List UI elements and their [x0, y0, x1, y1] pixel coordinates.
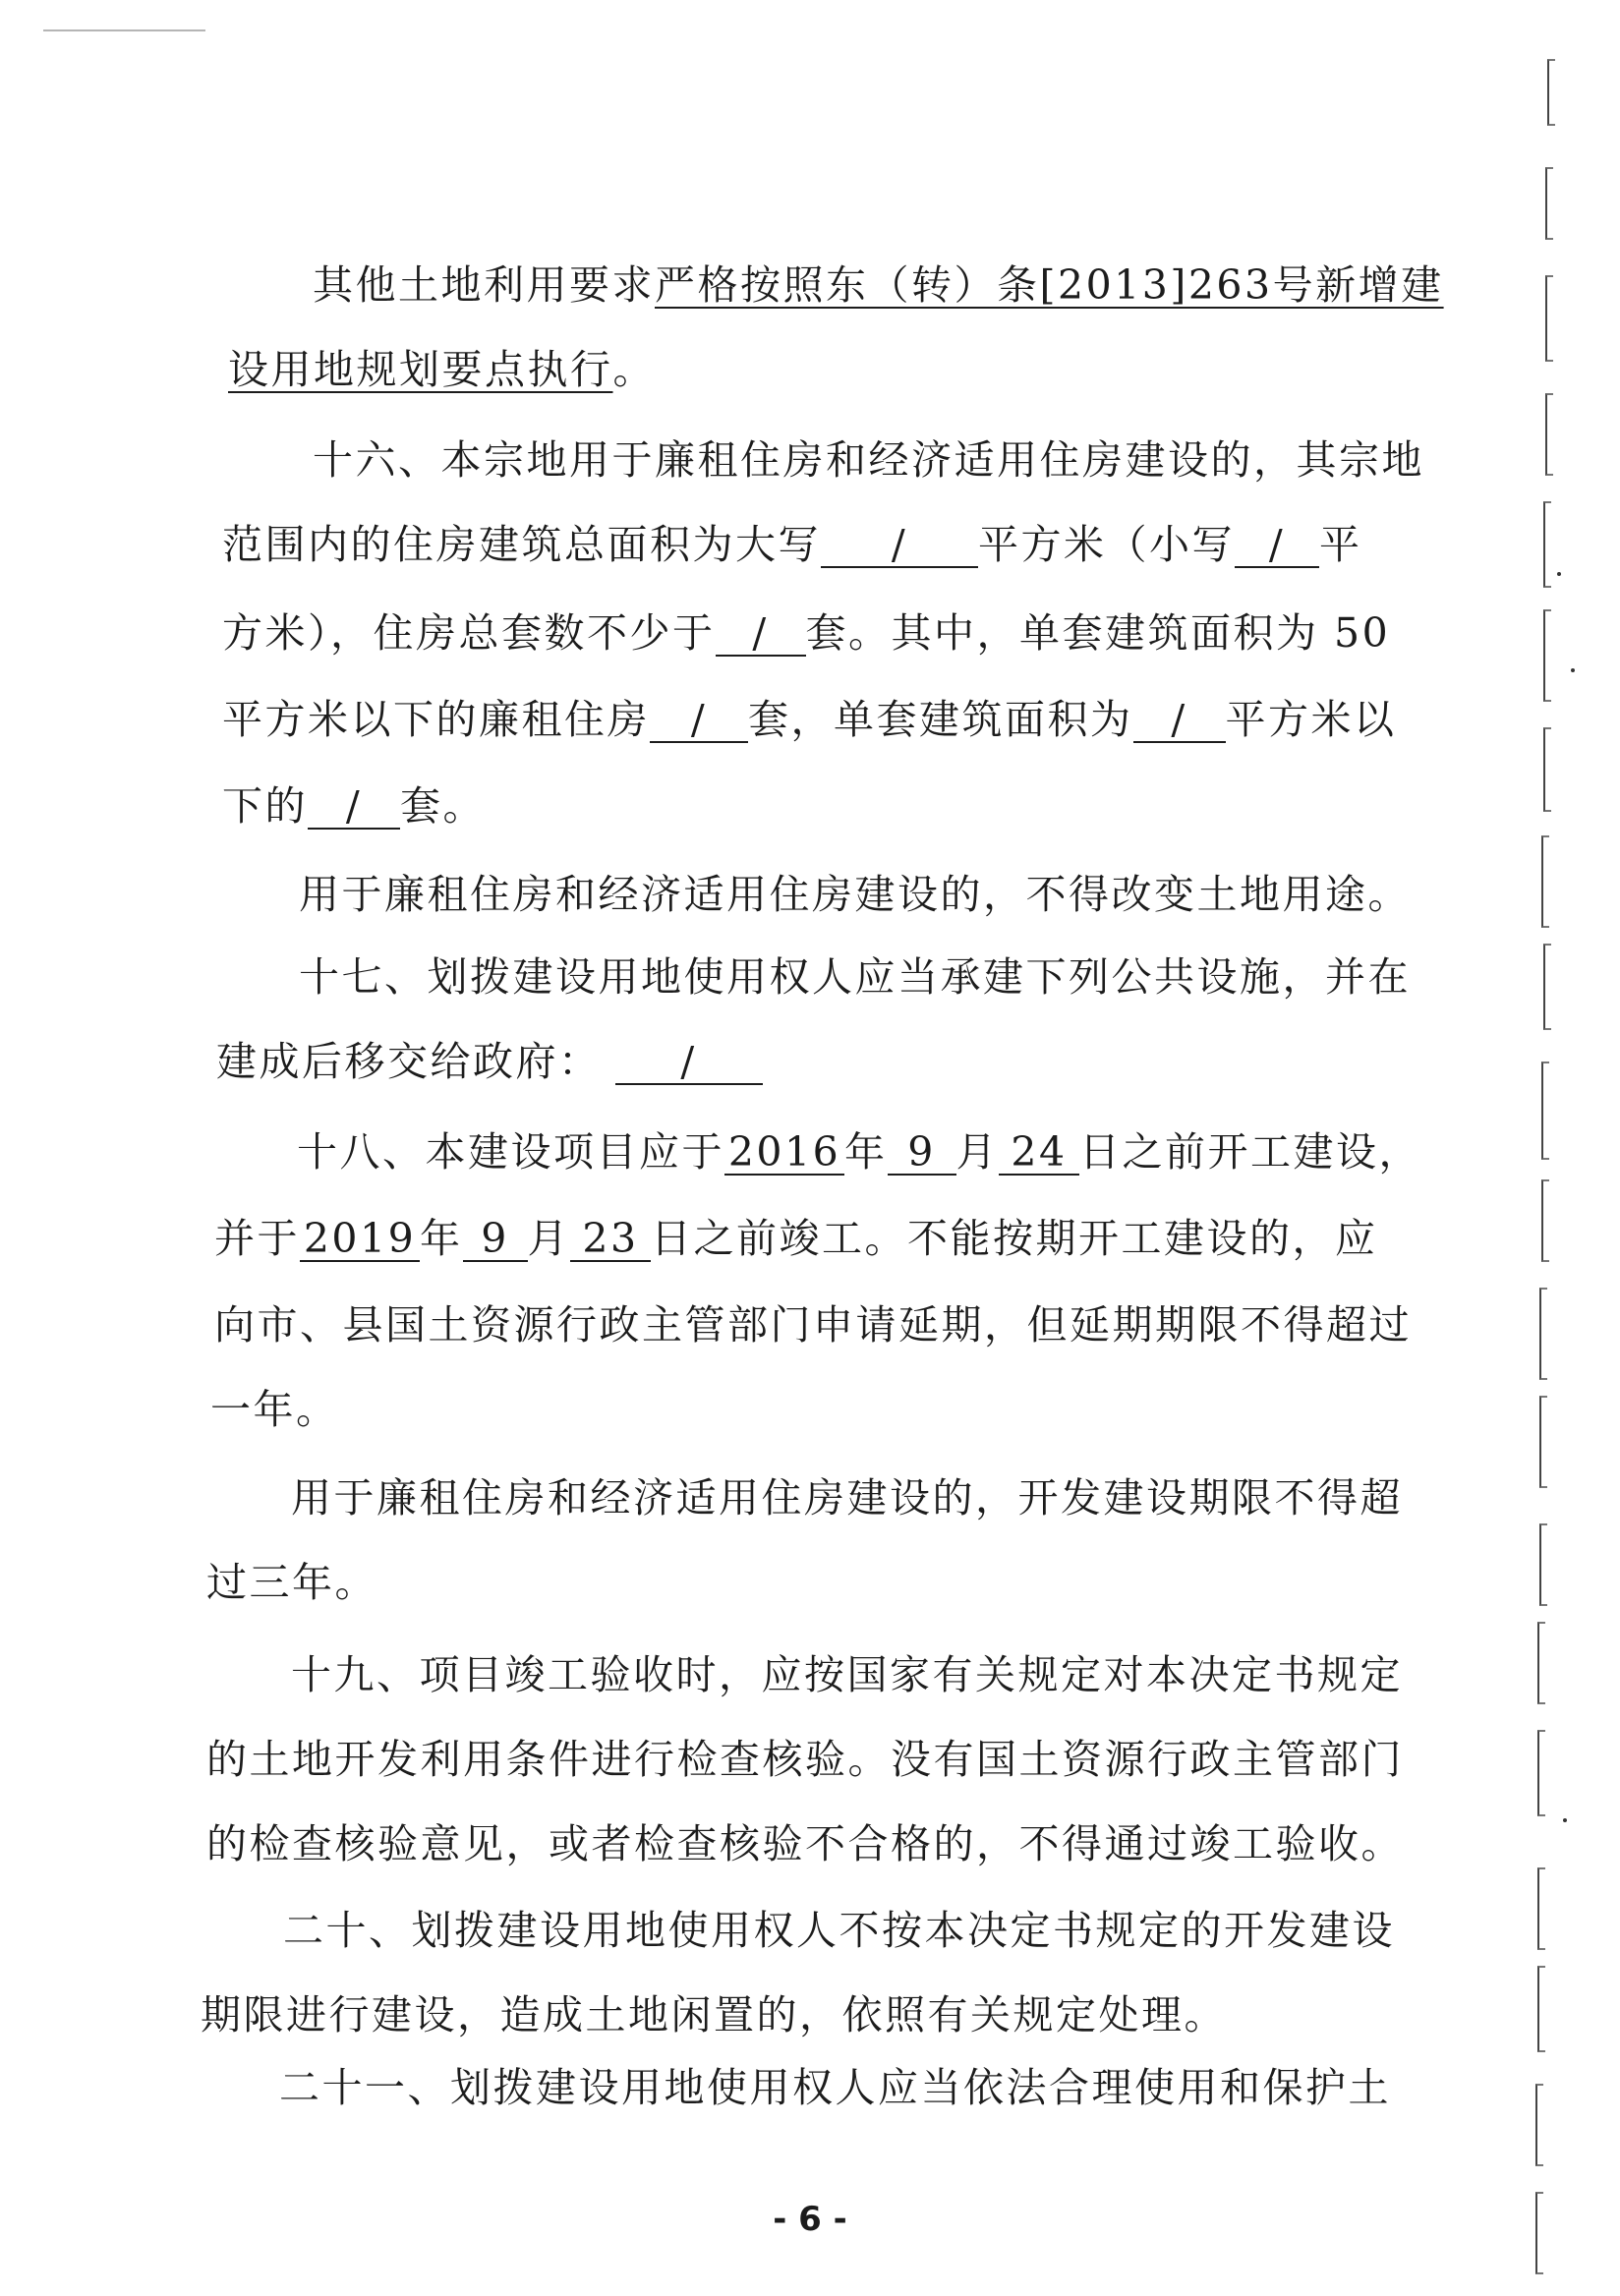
- clause-18-note-text-1: 用于廉租住房和经济适用住房建设的，开发建设期限不得超: [291, 1474, 1403, 1521]
- start-year-label: 年: [844, 1128, 888, 1176]
- clause-18-line-2: [214, 1215, 1378, 1263]
- clause-16-line-3: [222, 609, 1390, 658]
- clause-17-text-2: 建成后移交给政府：: [216, 1038, 602, 1085]
- clause-20-text-2: 期限进行建设，造成土地闲置的，依照有关规定处理。: [201, 1991, 1227, 2038]
- clause-18-line-4: [210, 1386, 339, 1434]
- requirements-end: 。: [612, 346, 656, 393]
- clause-16-text-3b: 套。其中，单套建筑面积为 50: [805, 609, 1391, 657]
- end-day-field: 23: [570, 1218, 651, 1262]
- clause-19-line-3: [206, 1820, 1404, 1868]
- clause-18-text-4: 一年。: [210, 1386, 339, 1433]
- clause-19-line-2: [206, 1736, 1404, 1784]
- end-year-field: 2019: [300, 1218, 420, 1262]
- clause-16-text-4a: 平方米以下的廉租住房: [222, 696, 650, 743]
- clause-16-note: [299, 871, 1411, 919]
- clause-18-text-2a: 并于: [214, 1215, 300, 1262]
- binding-holes-strip: [1522, 39, 1591, 2280]
- clause-18-note-line-2: [206, 1559, 377, 1607]
- text-line-other-requirements-2: [228, 346, 656, 394]
- clause-19-text-3: 的检查核验意见，或者检查核验不合格的，不得通过竣工验收。: [206, 1820, 1404, 1867]
- start-month-field: 9: [888, 1131, 956, 1176]
- clause-17-line-2: [216, 1038, 763, 1086]
- clause-18-line-3: [214, 1301, 1412, 1349]
- clause-20-line-1: [283, 1907, 1395, 1955]
- clause-16-line-4: [222, 696, 1397, 744]
- small-sets-field: /: [308, 785, 400, 830]
- clause-16-line-2: [222, 521, 1362, 569]
- clause-18-note-text-2: 过三年。: [206, 1559, 377, 1606]
- clause-16-text-2a: 范围内的住房建筑总面积为大写: [222, 521, 821, 568]
- clause-16-text-5a: 下的: [222, 782, 308, 830]
- clause-16-text-4c: 平方米以: [1225, 696, 1397, 743]
- clause-16-text-4b: 套，单套建筑面积为: [748, 696, 1133, 743]
- text-line-other-requirements: [313, 261, 1444, 310]
- clause-18-text-3: 向市、县国土资源行政主管部门申请延期，但延期期限不得超过: [214, 1301, 1412, 1349]
- clause-19-line-1: [291, 1651, 1403, 1699]
- low-rent-sets-field: /: [650, 699, 748, 743]
- housing-area-lower-field: /: [1235, 524, 1319, 568]
- clause-16-text-5b: 套。: [400, 782, 486, 830]
- clause-16-text-1: 十六、本宗地用于廉租住房和经济适用住房建设的，其宗地: [313, 436, 1424, 484]
- clause-16-text-2c: 平: [1319, 521, 1362, 568]
- public-facilities-field: /: [615, 1041, 763, 1085]
- clause-21-text-1: 二十一、划拨建设用地使用权人应当依法合理使用和保护土: [279, 2064, 1391, 2111]
- clause-18-note-line-1: [291, 1474, 1403, 1522]
- start-month-label: 月: [955, 1128, 999, 1176]
- housing-area-upper-field: /: [821, 524, 978, 568]
- clause-16-text-3a: 方米），住房总套数不少于: [222, 609, 716, 657]
- requirements-filled-b: 设用地规划要点执行: [228, 346, 613, 393]
- clause-18-text-1b: 日之前开工建设，: [1079, 1128, 1421, 1176]
- clause-16-text-2b: 平方米（小写: [978, 521, 1235, 568]
- clause-17-line-1: [299, 953, 1411, 1002]
- clause-17-text-1: 十七、划拨建设用地使用权人应当承建下列公共设施，并在: [299, 953, 1411, 1001]
- requirements-filled-a: 严格按照东（转）条[2013]263号新增建: [655, 261, 1444, 309]
- clause-18-text-1a: 十八、本建设项目应于: [297, 1128, 724, 1176]
- end-month-field: 9: [463, 1218, 528, 1262]
- start-day-field: 24: [999, 1131, 1079, 1176]
- clause-16-line-5: [222, 782, 486, 831]
- clause-20-line-2: [201, 1991, 1227, 2039]
- clause-18-text-2b: 日之前竣工。不能按期开工建设的，应: [651, 1215, 1378, 1262]
- clause-19-text-1: 十九、项目竣工验收时，应按国家有关规定对本决定书规定: [291, 1651, 1403, 1698]
- clause-20-text-1: 二十、划拨建设用地使用权人不按本决定书规定的开发建设: [283, 1907, 1395, 1954]
- unit-area-field: /: [1133, 699, 1226, 743]
- clause-19-text-2: 的土地开发利用条件进行检查核验。没有国土资源行政主管部门: [206, 1736, 1404, 1783]
- clause-16-line-1: [313, 436, 1424, 485]
- clause-21-line-1: [279, 2064, 1391, 2112]
- start-year-field: 2016: [724, 1131, 844, 1176]
- total-sets-field: /: [716, 612, 806, 657]
- clause-16-note-text: 用于廉租住房和经济适用住房建设的，不得改变土地用途。: [299, 871, 1411, 918]
- requirements-lead: 其他土地利用要求: [313, 261, 655, 309]
- page-number: - 6 -: [773, 2200, 847, 2239]
- clause-18-line-1: [297, 1128, 1421, 1177]
- end-year-label: 年: [420, 1215, 463, 1262]
- end-month-label: 月: [527, 1215, 570, 1262]
- scan-artifact-line: [43, 29, 205, 31]
